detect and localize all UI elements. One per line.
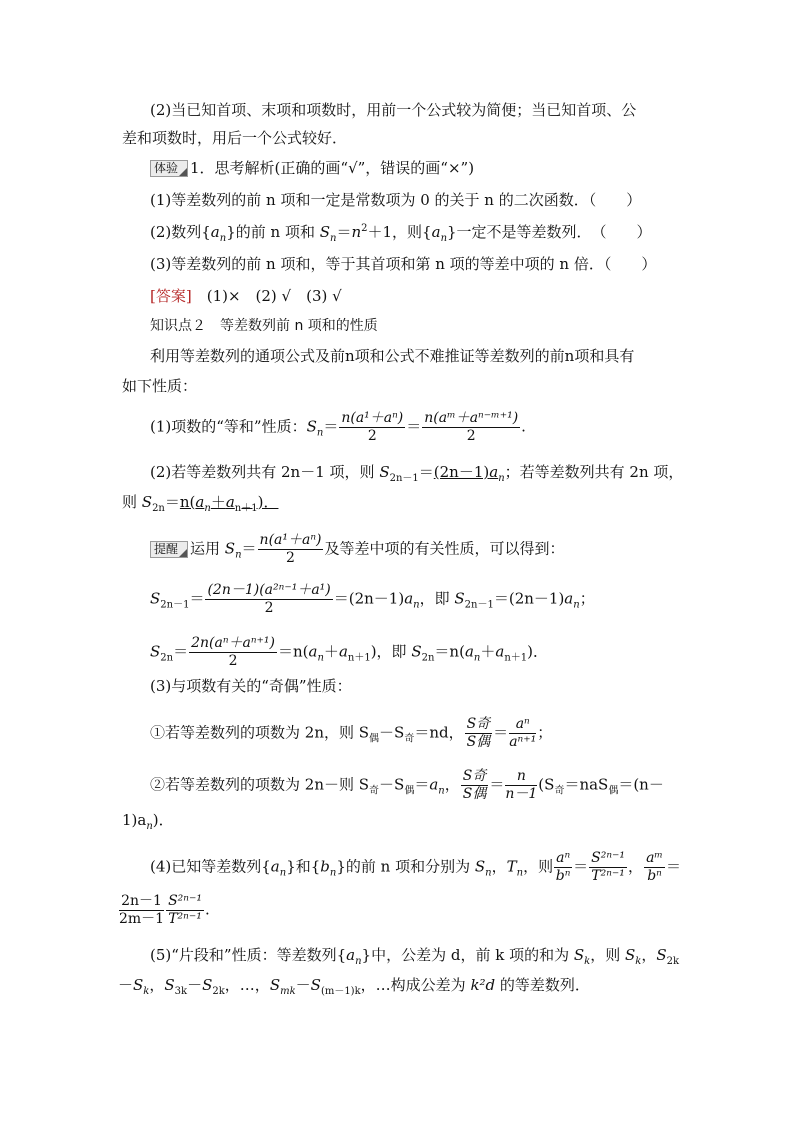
- tiyan-line: 体验 1．思考解析(正确的画“√”，错误的画“×”): [150, 158, 474, 178]
- question-2: (2)数列$\{a_n\}$的前 n 项和 $S_n=n^2+1$，则$\{a_n\}$一定不是等差数列． （ ）: [150, 223, 652, 244]
- intro-line-2: 如下性质：: [122, 377, 198, 395]
- property-5-line-1: (5)“片段和”性质：等差数列$\{a_n\}$中，公差为 d，前 k 项的和为 $S_k$，则 $S_k$，$S_{2k}$: [150, 946, 680, 967]
- fraction: $\frac{\text{S²ⁿ⁻¹}}{\text{T²ⁿ⁻¹}}$: [591, 850, 626, 884]
- fraction: $\frac{\text{S奇}}{\text{S偶}}$: [462, 768, 487, 802]
- fraction: $\frac{2n-1}{2m-1}$: [119, 893, 165, 927]
- fraction: $\frac{\text{n(a¹＋aⁿ)}}{2}$: [259, 532, 322, 566]
- property-3: (3)与项数有关的“奇偶”性质：: [150, 677, 352, 695]
- para-1-line-1: (2)当已知首项、末项和项数时，用前一个公式较为简便；当已知首项、公: [150, 101, 637, 119]
- odd-even-2-line-1: ②若等差数列的项数为 2n－则 $S_奇-S_偶=a_n$， $\frac{\text{S奇}}{\text{S偶}}$ ＝ $\frac{n}{n-1}$ ($S_奇=naS_偶=(n-$: [150, 768, 664, 802]
- fraction: $\frac{\text{S²ⁿ⁻¹}}{\text{T²ⁿ⁻¹}}$: [168, 893, 202, 927]
- fraction: $\frac{\text{aⁿ}}{\text{bⁿ}}$: [555, 850, 571, 884]
- corner-triangle-icon: [179, 168, 187, 176]
- section-heading: 知识点２ 等差数列前 n 项和的性质: [150, 318, 378, 334]
- fraction: $\frac{\text{2n(aⁿ＋aⁿ⁺¹)}}{2}$: [191, 635, 275, 669]
- corner-triangle-icon: [179, 549, 187, 557]
- tixing-line: 提醒 运用 $S_n=$ $\frac{\text{n(a¹＋aⁿ)}}{2}$ 及等差中项的有关性质，可以得到：: [150, 532, 564, 567]
- fraction: $\frac{\text{aᵐ}}{\text{bⁿ}}$: [646, 850, 663, 884]
- property-5-line-2: $-S_k$，$S_{3k}-S_{2k}$，…，$S_{mk}-S_{(m-1)k}$，…构成公差为 k²d 的等差数列．: [118, 976, 590, 997]
- fraction: $\frac{\text{(2n－1)(a²ⁿ⁻¹＋a¹)}}{2}$: [207, 582, 331, 616]
- fraction: $\frac{\text{n(a¹＋aⁿ)}}{2}$: [341, 410, 404, 444]
- equation-2: $S_{2n}=$ $\frac{\text{2n(aⁿ＋aⁿ⁺¹)}}{2}$ $=n(a_n+a_{n+1})$，即 $S_{2n}=n(a_n+a_{n+1})$．: [150, 635, 548, 669]
- odd-even-1: ①若等差数列的项数为 2n，则 $S_偶-S_奇=nd$， $\frac{\text{S奇}}{\text{S偶}}$ ＝ $\frac{\text{aⁿ}}{\text{aⁿ⁺¹}}$ ；: [150, 716, 553, 750]
- odd-even-2-line-2: $1)a_n$)．: [122, 811, 174, 832]
- fraction: $\frac{\text{n(aᵐ＋aⁿ⁻ᵐ⁺¹)}}{2}$: [424, 410, 519, 444]
- answer-label: [答案]: [150, 287, 192, 305]
- property-4-line-2: $\frac{2n-1}{2m-1}$ $\frac{\text{S²ⁿ⁻¹}}{\text{T²ⁿ⁻¹}}$ .: [119, 893, 210, 927]
- question-3: (3)等差数列的前 n 项和，等于其首项和第 n 项的等差中项的 n 倍．（ ）: [150, 255, 657, 273]
- fraction: $\frac{\text{aⁿ}}{\text{aⁿ⁺¹}}$: [509, 716, 537, 750]
- tixing-tag: 提醒: [150, 541, 188, 558]
- fraction: $\frac{n}{n-1}$: [505, 768, 538, 802]
- property-2-line-1: (2)若等差数列共有 2n－1 项，则 $S_{2n-1}=(2n-1)a_n$；若等差数列共有 2n 项，: [150, 463, 684, 484]
- equation-1: $S_{2n-1}=$ $\frac{\text{(2n－1)(a²ⁿ⁻¹＋a¹)}}{2}$ $=(2n-1)a_n$，即 $S_{2n-1}=(2n-1)a_n$；: [150, 582, 595, 616]
- answer-line: [答案] (1)× (2) √ (3) √: [150, 287, 342, 305]
- property-4-line-1: (4)已知等差数列$\{a_n\}$和$\{b_n\}$的前 n 项和分别为 $S_n$，$T_n$，则 $\frac{\text{aⁿ}}{\text{bⁿ}}$ ＝ $\frac{\text{S²ⁿ⁻¹}}{\text{T²ⁿ⁻¹}}$ ， $\frac{\text{aᵐ}}{\text{bⁿ}}$ ＝: [150, 850, 682, 884]
- tiyan-tag: 体验: [150, 160, 188, 177]
- intro-line-1: 利用等差数列的通项公式及前n项和公式不难推证等差数列的前n项和具有: [150, 347, 635, 365]
- para-1-line-2: 差和项数时，用后一个公式较好．: [122, 129, 348, 147]
- property-2-line-2: 则 $S_{2n}=n(a_n+a_{n+1})$．: [122, 493, 279, 514]
- question-1: (1)等差数列的前 n 项和一定是常数项为 0 的关于 n 的二次函数．（ ）: [150, 191, 642, 209]
- fraction: $\frac{\text{S奇}}{\text{S偶}}$: [466, 716, 491, 750]
- property-1: (1)项数的“等和”性质：$S_n=$ $\frac{\text{n(a¹＋aⁿ)}}{2}$ ＝ $\frac{\text{n(aᵐ＋aⁿ⁻ᵐ⁺¹)}}{2}$ .: [150, 410, 526, 444]
